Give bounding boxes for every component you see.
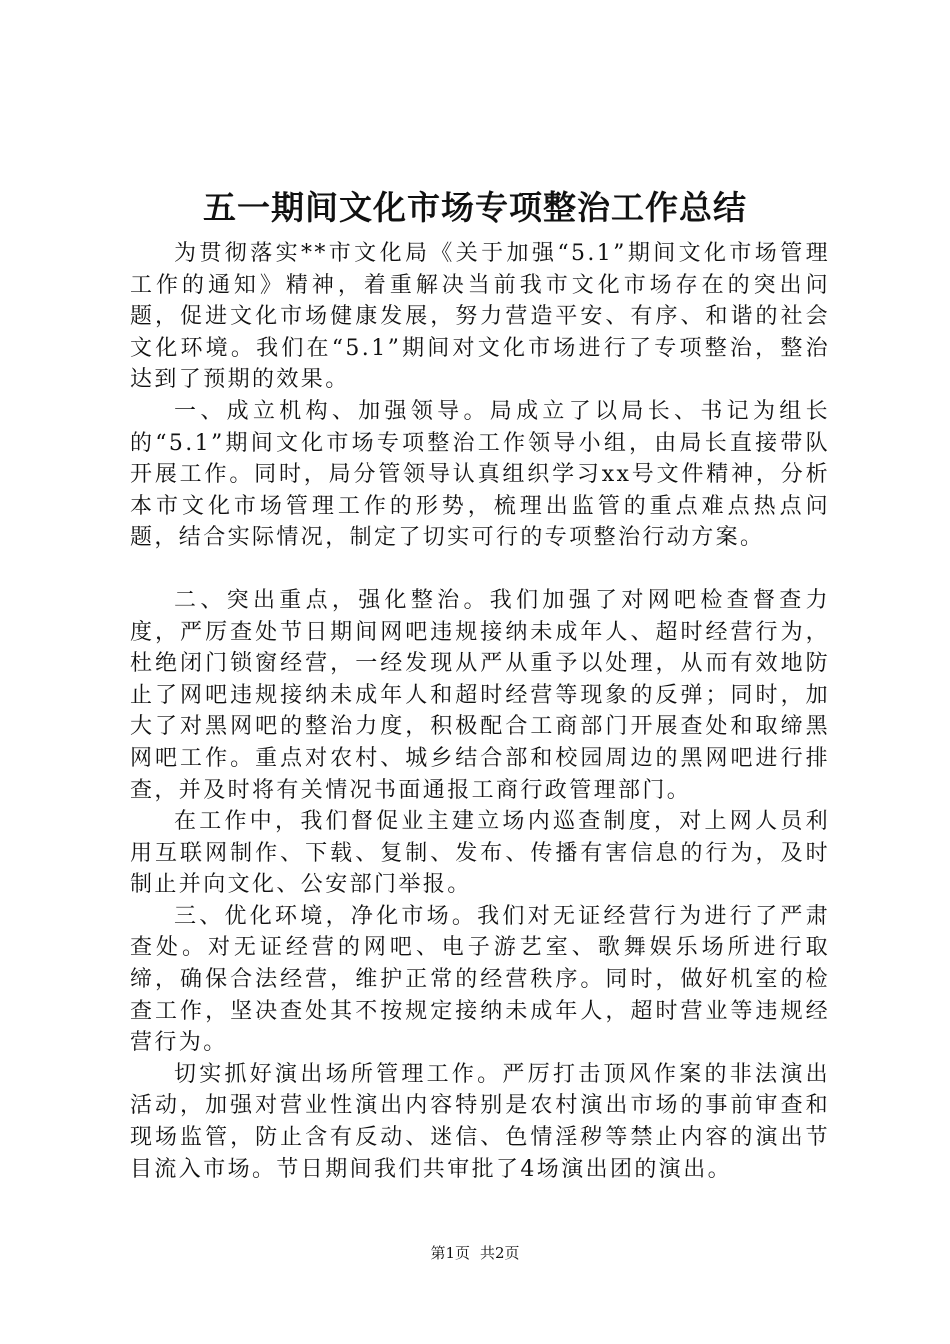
paragraph-section-1: 一、成立机构、加强领导。局成立了以局长、书记为组长的“5.1”期间文化市场专项整治工作领导小组，由局长直接带队开展工作。同时，局分管领导认真组织学习xx号文件精神，分析本市文化市场管理工作的形势，梳理出监管的重点难点热点问题，结合实际情况，制定了切实可行的专项整治行动方案。 (130, 398, 830, 551)
document-title: 五一期间文化市场专项整治工作总结 (203, 188, 747, 227)
page-total: 共2页 (480, 1244, 520, 1262)
paragraph-section-3: 三、优化环境，净化市场。我们对无证经营行为进行了严肃查处。对无证经营的网吧、电子游艺室、歌舞娱乐场所进行取缔，确保合法经营，维护正常的经营秩序。同时，做好机室的检查工作，坚决查处其不按规定接纳未成年人，超时营业等违规经营行为。 (130, 903, 830, 1056)
paragraph-performance: 切实抓好演出场所管理工作。严厉打击顶风作案的非法演出活动，加强对营业性演出内容特别是农村演出市场的事前审查和现场监管，防止含有反动、迷信、色情淫秽等禁止内容的演出节目流入市场。节日期间我们共审批了4场演出团的演出。 (130, 1061, 830, 1182)
page-footer (0, 1242, 950, 1264)
paragraph-section-2: 二、突出重点，强化整治。我们加强了对网吧检查督查力度，严厉查处节日期间网吧违规接纳未成年人、超时经营行为，杜绝闭门锁窗经营，一经发现从严从重予以处理，从而有效地防止了网吧违规接纳未成年人和超时经营等现象的反弹；同时，加大了对黑网吧的整治力度，积极配合工商部门开展查处和取缔黑网吧工作。重点对农村、城乡结合部和校园周边的黑网吧进行排查，并及时将有关情况书面通报工商行政管理部门。 (130, 587, 830, 803)
page-number: 第1页 (430, 1244, 470, 1262)
paragraph-intro: 为贯彻落实**市文化局《关于加强“5.1”期间文化市场管理工作的通知》精神，着重解决当前我市文化市场存在的突出问题，促进文化市场健康发展，努力营造平安、有序、和谐的社会文化环境。我们在“5.1”期间对文化市场进行了专项整治，整治达到了预期的效果。 (130, 241, 830, 393)
document-body (130, 238, 830, 1185)
paragraph-section-2-detail: 在工作中，我们督促业主建立场内巡查制度，对上网人员利用互联网制作、下载、复制、发布、传播有害信息的行为，及时制止并向文化、公安部门举报。 (130, 809, 830, 898)
